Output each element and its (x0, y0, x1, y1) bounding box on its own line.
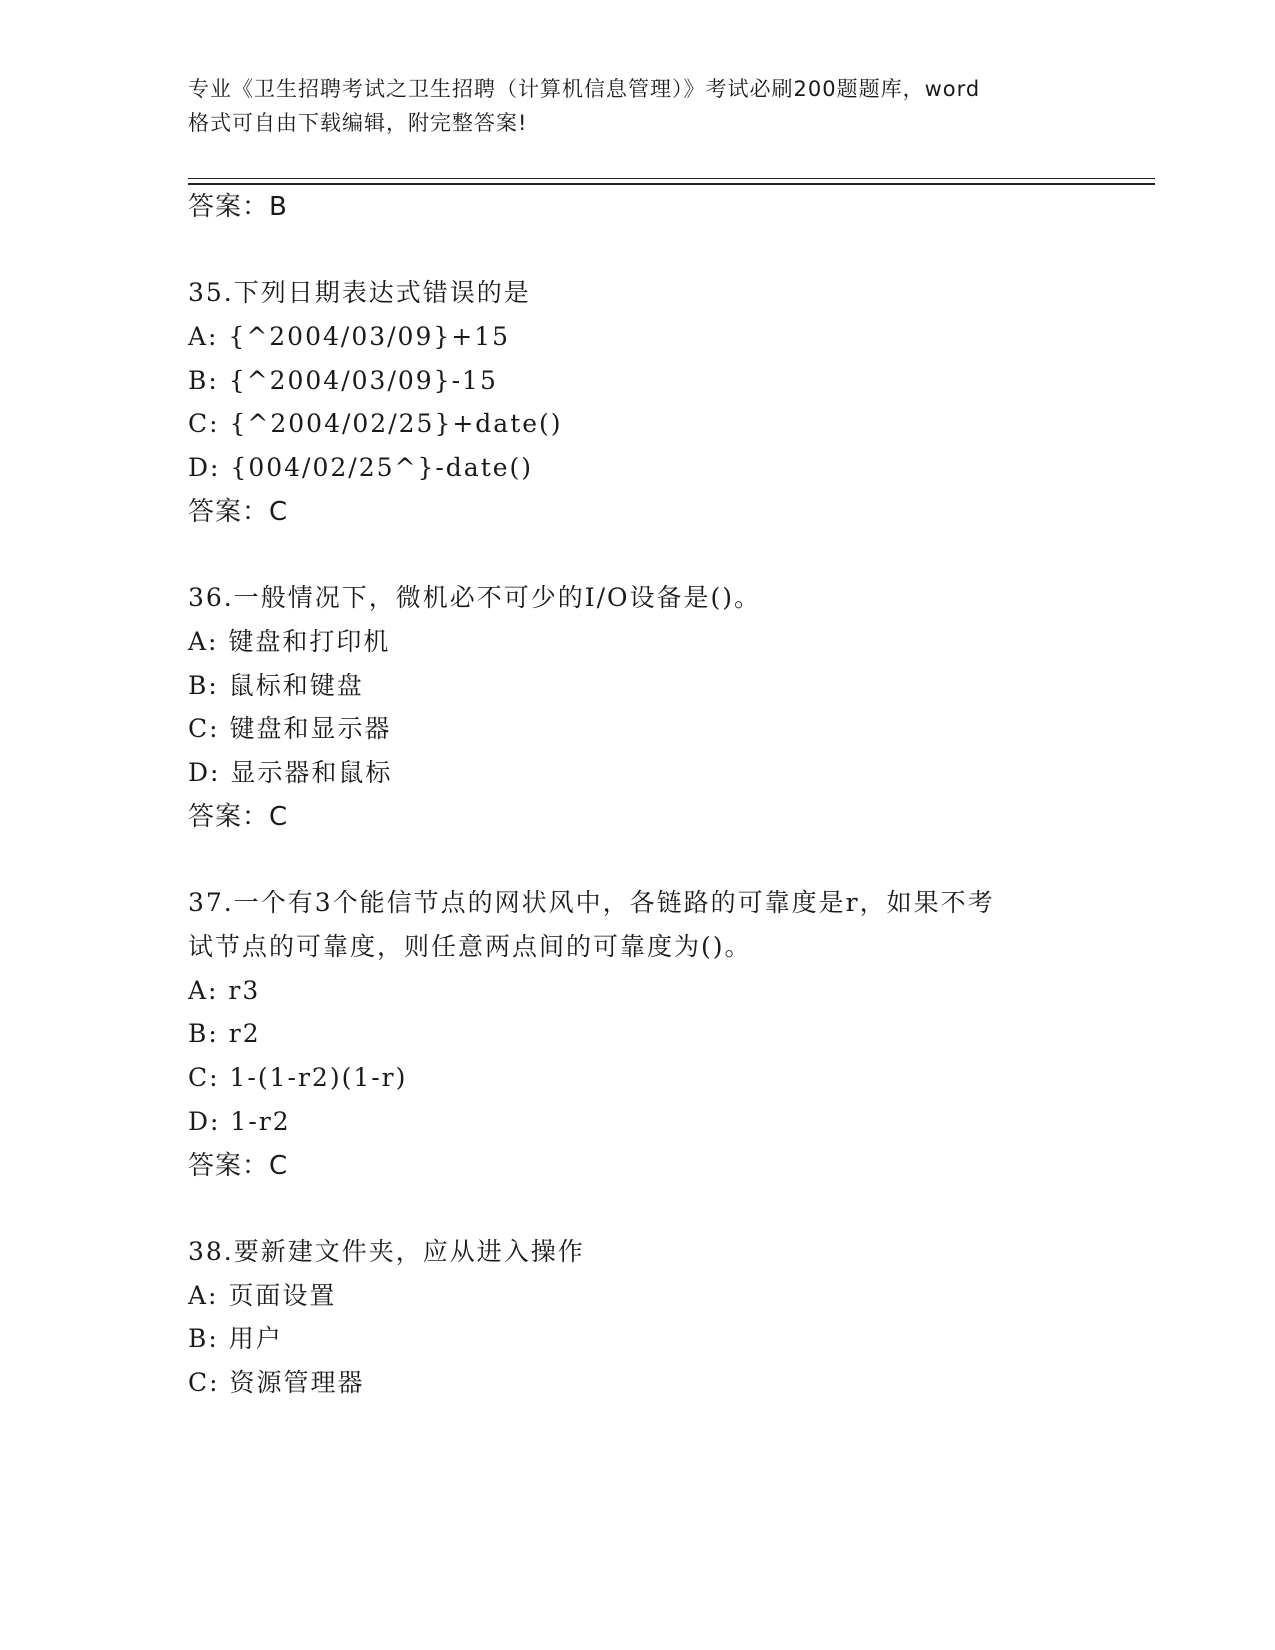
q38-stem: 38.要新建文件夹，应从进入操作 (188, 1237, 585, 1266)
q35-option-a: A: {^2004/03/09}+15 (188, 322, 511, 351)
previous-answer: 答案：B (188, 192, 288, 222)
q36-stem: 36.一般情况下，微机必不可少的I/O设备是()。 (188, 583, 762, 612)
q37-option-a: A: r3 (188, 976, 261, 1005)
q36-option-d: D: 显示器和鼠标 (188, 758, 393, 787)
q38-option-a: A: 页面设置 (188, 1281, 337, 1310)
q37-stem-line-1: 37.一个有3个能信节点的网状风中，各链路的可靠度是r，如果不考 (188, 888, 995, 917)
q35-stem: 35.下列日期表达式错误的是 (188, 278, 531, 307)
q35-option-b: B: {^2004/03/09}-15 (188, 366, 498, 395)
q35-option-c: C: {^2004/02/25}+date() (188, 409, 563, 438)
q37-option-b: B: r2 (188, 1019, 261, 1048)
document-header (188, 72, 1088, 140)
q36-answer: 答案：C (188, 802, 289, 832)
q38-option-c: C: 资源管理器 (188, 1368, 365, 1397)
q35-answer: 答案：C (188, 497, 289, 527)
header-line-1: 专业《卫生招聘考试之卫生招聘（计算机信息管理）》考试必刷200题题库，word (188, 77, 981, 101)
header-line-2: 格式可自由下载编辑，附完整答案! (188, 111, 528, 135)
q37-answer: 答案：C (188, 1151, 289, 1181)
q35-option-d: D: {004/02/25^}-date() (188, 453, 534, 482)
q37-stem-line-2: 试节点的可靠度，则任意两点间的可靠度为()。 (188, 932, 752, 961)
header-rule-thick (188, 183, 1155, 185)
q37-option-d: D: 1-r2 (188, 1107, 291, 1136)
q36-option-b: B: 鼠标和键盘 (188, 671, 364, 700)
q38-option-b: B: 用户 (188, 1324, 283, 1353)
header-rule-thin (188, 178, 1155, 179)
q36-option-a: A: 键盘和打印机 (188, 627, 391, 656)
q37-option-c: C: 1-(1-r2)(1-r) (188, 1063, 408, 1092)
q36-option-c: C: 键盘和显示器 (188, 714, 392, 743)
